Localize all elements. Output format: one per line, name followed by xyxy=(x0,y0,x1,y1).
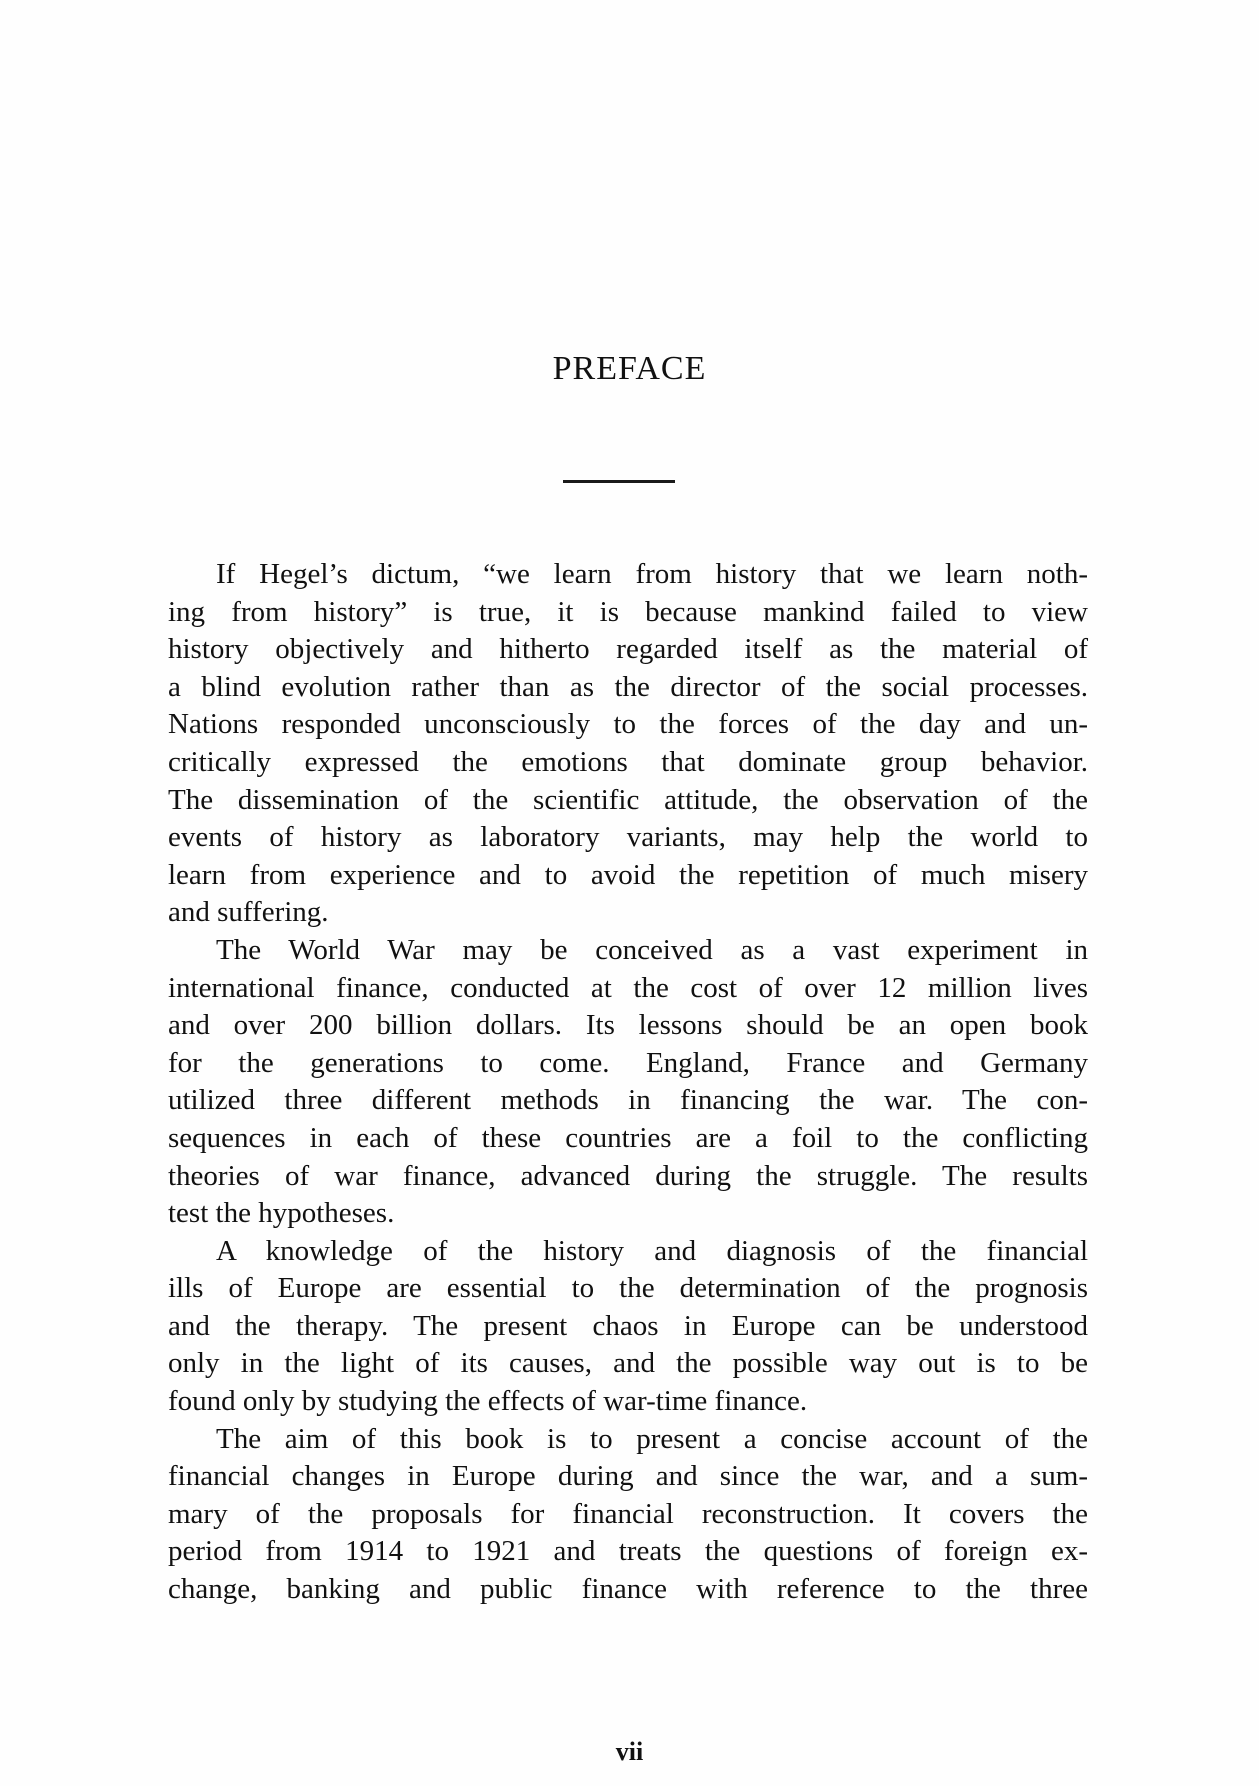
title-rule xyxy=(563,480,675,483)
text-line: international finance, conducted at the cost of over 12 million lives xyxy=(168,971,1088,1004)
text-line: test the hypotheses. xyxy=(168,1197,395,1230)
text-line: events of history as laboratory variants, may help the world to xyxy=(168,821,1088,854)
text-line: change, banking and public finance with reference to the three xyxy=(168,1573,1088,1606)
text-line: sequences in each of these countries are a foil to the conflicting xyxy=(168,1121,1088,1154)
text-line: ills of Europe are essential to the determination of the prognosis xyxy=(168,1272,1088,1305)
page-title: PREFACE xyxy=(552,350,707,387)
text-line: mary of the proposals for financial reconstruction. It covers the xyxy=(168,1497,1088,1530)
text-line: a blind evolution rather than as the director of the social processes. xyxy=(168,670,1088,703)
text-line: period from 1914 to 1921 and treats the questions of foreign ex- xyxy=(168,1535,1088,1568)
text-line: learn from experience and to avoid the repetition of much misery xyxy=(168,858,1088,891)
text-line: The aim of this book is to present a concise account of the xyxy=(216,1422,1088,1455)
text-line: financial changes in Europe during and since the war, and a sum- xyxy=(168,1460,1088,1493)
text-line: for the generations to come. England, France and Germany xyxy=(168,1046,1088,1079)
text-line: If Hegel’s dictum, “we learn from history that we learn noth- xyxy=(216,558,1088,590)
text-line: The World War may be conceived as a vast experiment in xyxy=(216,933,1088,966)
text-line: Nations responded unconsciously to the forces of the day and un- xyxy=(168,708,1088,741)
text-line: utilized three different methods in financing the war. The con- xyxy=(168,1084,1088,1117)
text-line: history objectively and hitherto regarded itself as the material of xyxy=(168,633,1088,666)
text-line: and the therapy. The present chaos in Europe can be understood xyxy=(168,1309,1088,1342)
text-line: critically expressed the emotions that dominate group behavior. xyxy=(168,745,1088,778)
text-line: ing from history” is true, it is because mankind failed to view xyxy=(168,595,1088,628)
text-line: The dissemination of the scientific attitude, the observation of the xyxy=(168,783,1088,816)
page-number: vii xyxy=(615,1737,644,1766)
text-line: found only by studying the effects of war-time finance. xyxy=(168,1385,808,1418)
text-line: only in the light of its causes, and the possible way out is to be xyxy=(168,1347,1088,1380)
text-line: and over 200 billion dollars. Its lessons should be an open book xyxy=(168,1009,1088,1042)
preface-text xyxy=(168,556,1088,1609)
text-line: theories of war finance, advanced during the struggle. The results xyxy=(168,1159,1088,1192)
text-line: A knowledge of the history and diagnosis of the financial xyxy=(216,1234,1088,1267)
text-line: and suffering. xyxy=(168,896,329,929)
